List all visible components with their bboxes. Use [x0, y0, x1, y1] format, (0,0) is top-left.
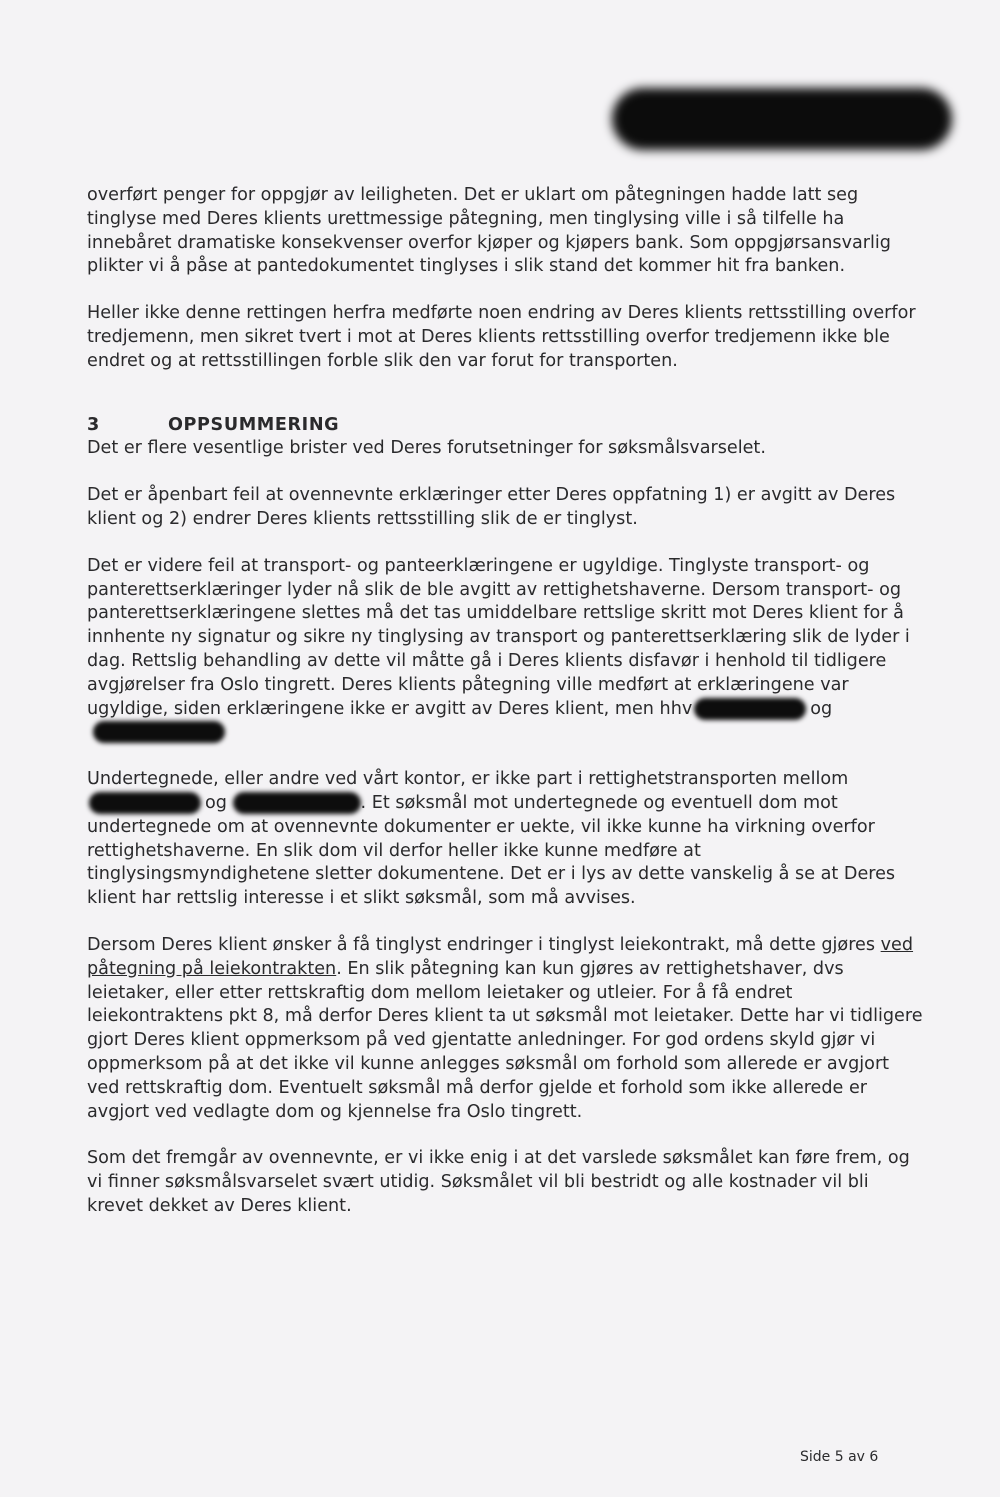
- paragraph-6-text-b: . Et søksmål mot undertegnede og eventuell dom mot undertegnede om at ovennevnte dokumenter er uekte, vil ikke kunne ha virkning overfor rettighetshaverne. En slik dom vil derfor heller ikke kunne medføre at tinglysingsmyndighetene sletter dokumentene. Det er i lys av dette vanskelig å se at Deres klient har rettslig interesse i et slikt søksmål, som må avvises.: [87, 792, 896, 909]
- redacted-name-1: [694, 698, 806, 720]
- paragraph-6-og: og: [205, 792, 227, 813]
- paragraph-7-underlined: ved påtegning på leiekontrakten: [87, 934, 914, 979]
- paragraph-7-text-b: . En slik påtegning kan kun gjøres av rettighetshaver, dvs leietaker, eller etter rettskraftig dom mellom leietaker og utleier. For å få endret leiekontraktens pkt 8, må derfor Deres klient ta ut søksmål mot leietaker. Dette har vi tidligere gjort Deres klient oppmerksom på ved gjentatte anledninger. For god ordens skyld gjør vi oppmerksom på at det ikke vil kunne anlegges søksmål om forhold som allerede er avgjort ved rettskraftig dom. Eventuelt søksmål må derfor gjelde et forhold som ikke allerede er avgjort ved vedlagte dom og kjennelse fra Oslo tingrett.: [87, 958, 923, 1122]
- page-number: Side 5 av 6: [800, 1449, 879, 1465]
- paragraph-5: [87, 555, 927, 745]
- redacted-name-3: [89, 792, 201, 814]
- paragraph-1: overført penger for oppgjør av leiligheten. Det er uklart om påtegningen hadde latt seg tinglyse med Deres klients urettmessige påtegning, men tinglysing ville i så tilfelle ha innebåret dramatiske konsekvenser overfor kjøper og kjøpers bank. Som oppgjørsansvarlig plikter vi å påse at pantedokumentet tinglyses i slik stand det kommer hit fra banken.: [87, 185, 891, 277]
- paragraph-6: [87, 768, 927, 911]
- redacted-name-2: [93, 721, 225, 743]
- section-title: OPPSUMMERING: [168, 414, 340, 435]
- section-number: 3: [87, 414, 100, 435]
- redacted-name-4: [233, 792, 361, 814]
- paragraph-5-text: Det er videre feil at transport- og panteerklæringene er ugyldige. Tinglyste transport- og panterettserklæringer lyder nå slik de ble avgitt av rettighetshaverne. Dersom transport- og panterettserklæringene slettes må det tas umiddelbare rettslige skritt mot Deres klient for å innhente ny signatur og sikre ny tinglysing av transport og panterettserklæring slik de lyder i dag. Rettslig behandling av dette vil måtte gå i Deres klients disfavør i henhold til tidligere avgjørelser fra Oslo tingrett. Deres klients påtegning ville medført at erklæringene var ugyldige, siden erklæringene ikke er avgitt av Deres klient, men hhv: [87, 555, 910, 719]
- paragraph-7: [87, 934, 927, 1124]
- paragraph-7-text-a: Dersom Deres klient ønsker å få tinglyst endringer i tinglyst leiekontrakt, må dette gjøres: [87, 934, 881, 955]
- paragraph-4: Det er åpenbart feil at ovennevnte erklæringer etter Deres oppfatning 1) er avgitt av Deres klient og 2) endrer Deres klients rettsstilling slik de er tinglyst.: [87, 485, 896, 529]
- redacted-letterhead-logo: [612, 88, 952, 150]
- paragraph-6-text-a: Undertegnede, eller andre ved vårt kontor, er ikke part i rettighetstransporten mellom: [87, 769, 849, 790]
- paragraph-3: Det er flere vesentlige brister ved Deres forutsetninger for søksmålsvarselet.: [87, 438, 766, 459]
- paragraph-5-og: og: [810, 698, 833, 719]
- section-heading: [87, 414, 927, 438]
- paragraph-2: Heller ikke denne rettingen herfra medførte noen endring av Deres klients rettsstilling overfor tredjemenn, men sikret tvert i mot at Deres klients rettsstilling overfor tredjemenn ikke ble endret og at rettsstillingen forble slik den var forut for transporten.: [87, 303, 916, 371]
- document-body: [87, 184, 927, 1242]
- paragraph-8: Som det fremgår av ovennevnte, er vi ikke enig i at det varslede søksmålet kan føre frem, og vi finner søksmålsvarselet svært utidig. Søksmålet vil bli bestridt og alle kostnader vil bli krevet dekket av Deres klient.: [87, 1148, 910, 1216]
